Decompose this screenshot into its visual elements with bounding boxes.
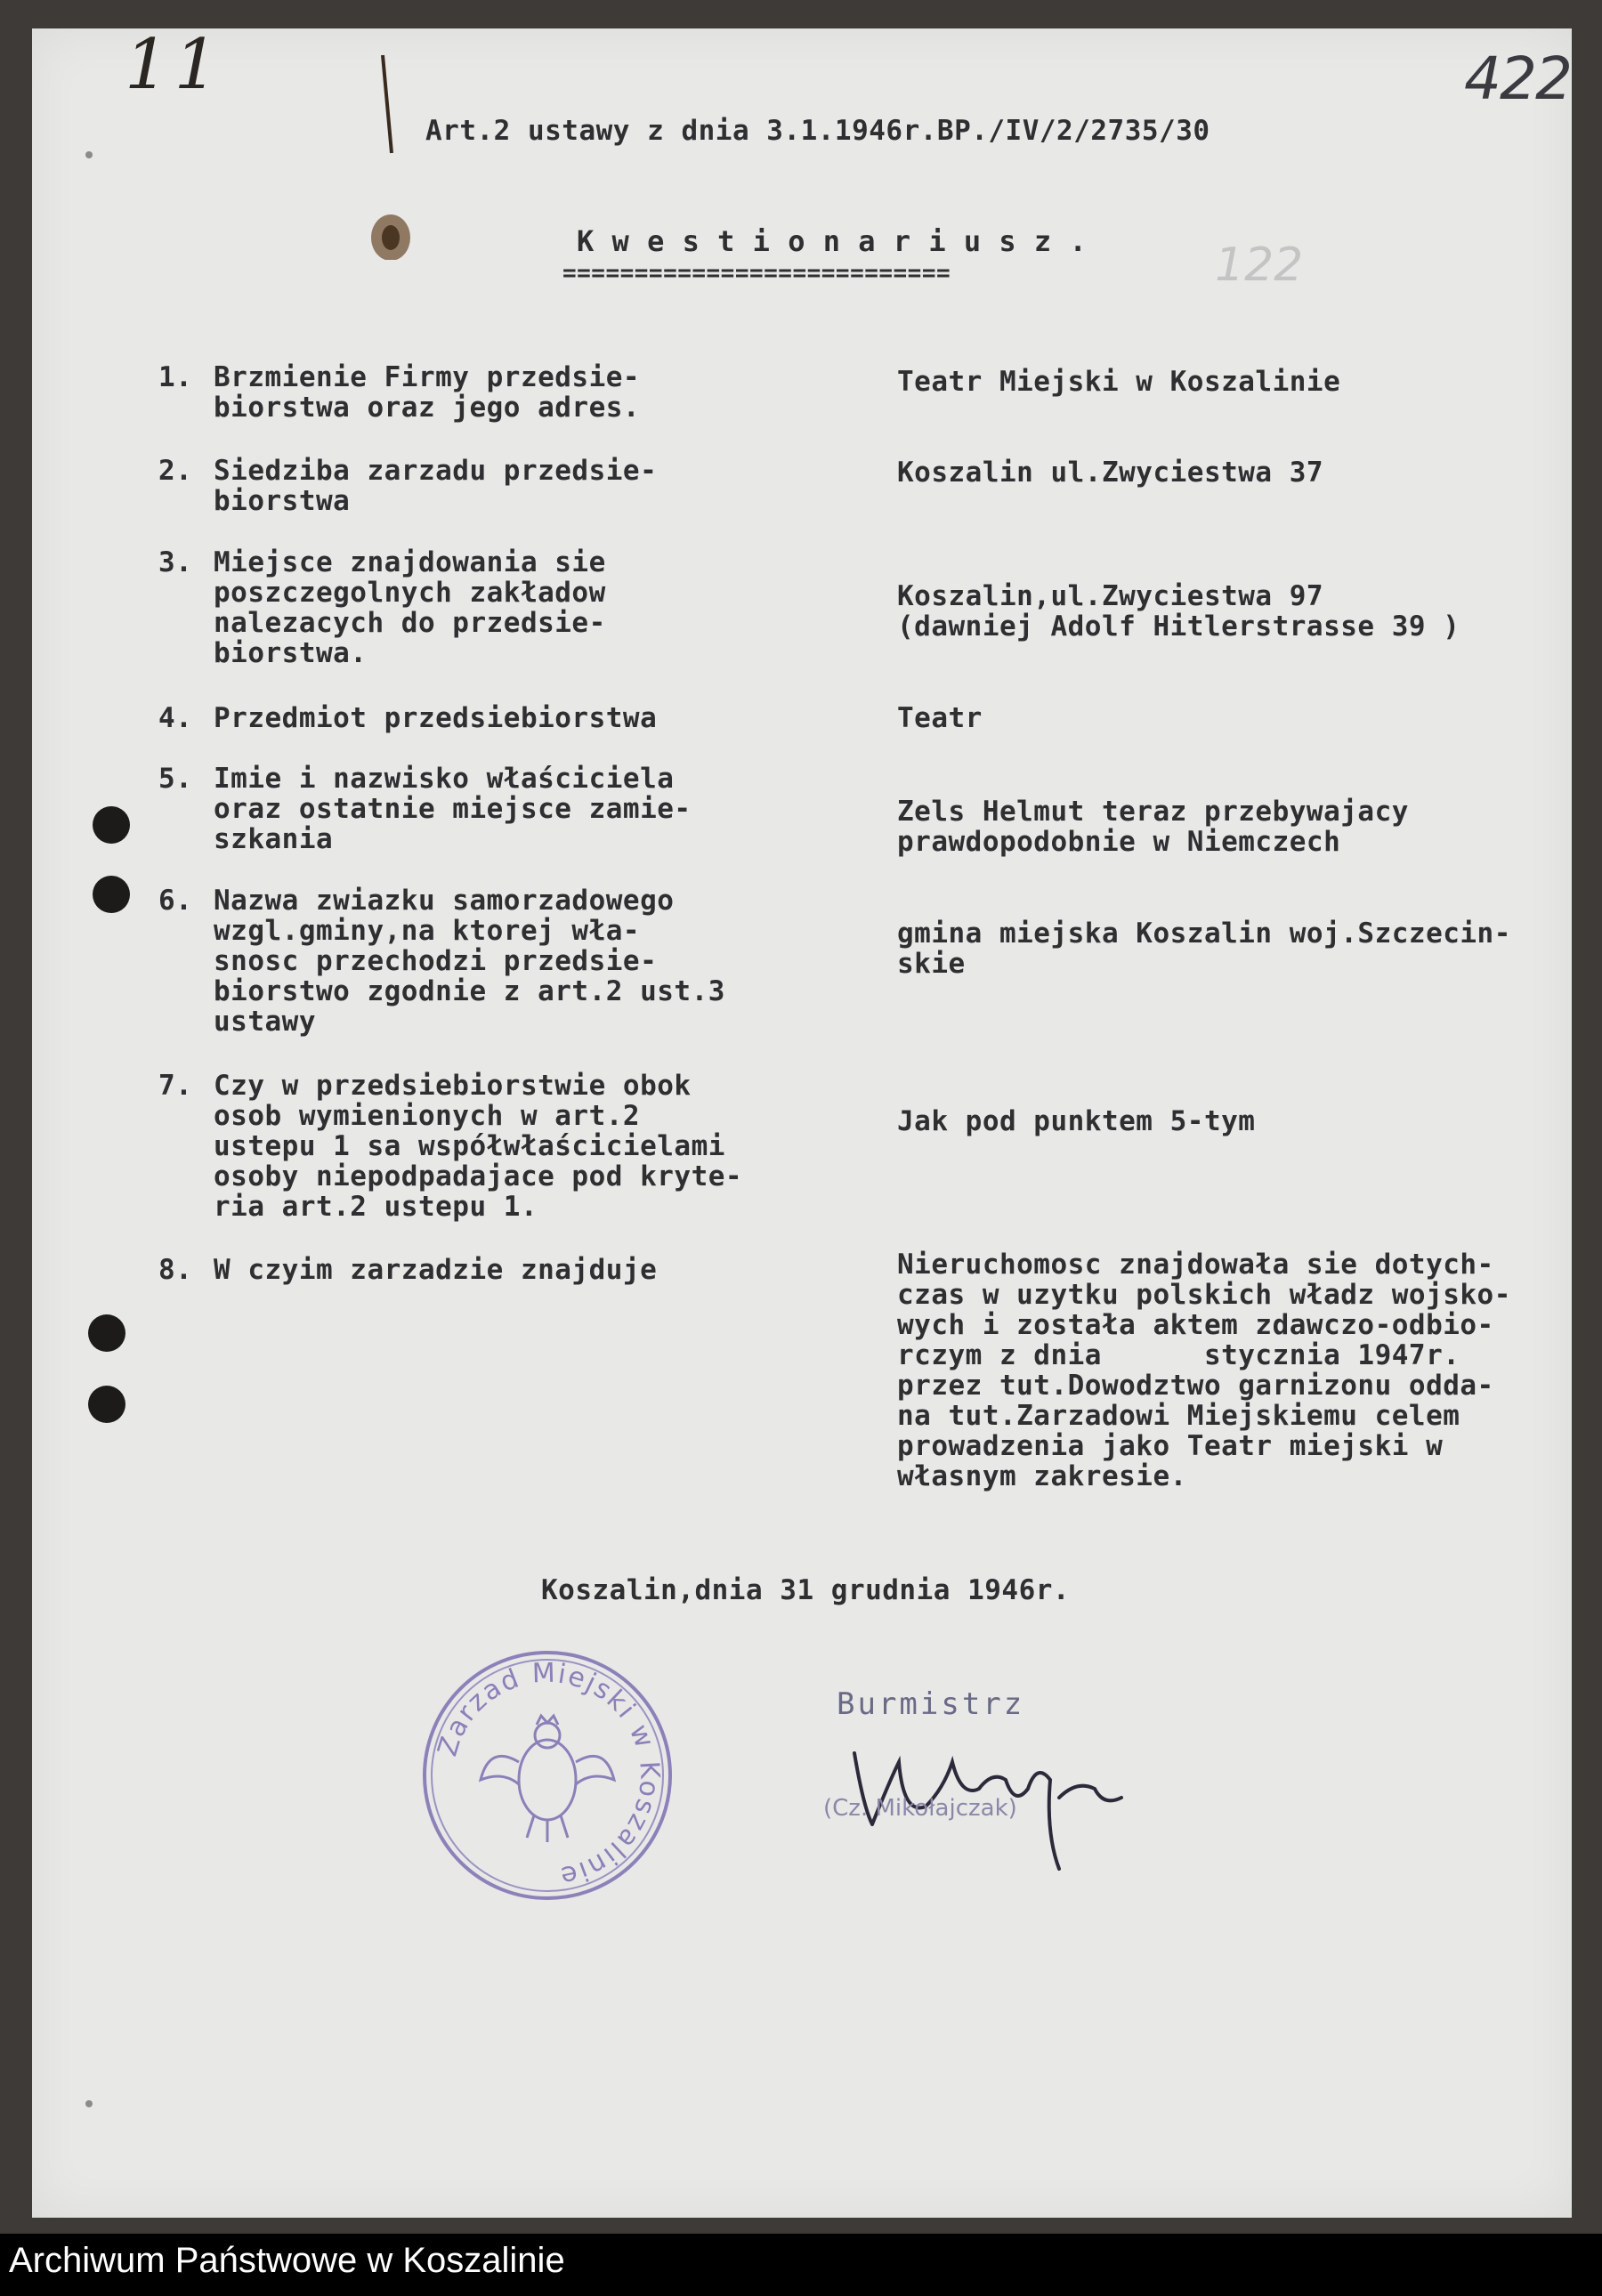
edge-mark bbox=[85, 2100, 93, 2107]
archive-footer-bar bbox=[0, 2234, 1602, 2296]
item-answer: Teatr bbox=[897, 702, 983, 734]
item-question: Nazwa zwiazku samorzadowego wzgl.gminy,na ktorej wła- snosc przechodzi przedsie- biorstwo zgodnie z art.2 ust.3 ustawy bbox=[214, 885, 725, 1038]
item-question: Miejsce znajdowania sie poszczegolnych zakładow nalezacych do przedsie- biorstwa. bbox=[214, 546, 606, 669]
item-question: Imie i nazwisko właściciela oraz ostatnie miejsce zamie- szkania bbox=[214, 763, 692, 855]
signatory-title: Burmistrz bbox=[837, 1686, 1025, 1722]
punch-hole bbox=[93, 806, 130, 844]
item-question: Brzmienie Firmy przedsie- biorstwa oraz jego adres. bbox=[214, 361, 641, 424]
item-question: Siedziba zarzadu przedsie- biorstwa bbox=[214, 455, 658, 517]
item-answer: Teatr Miejski w Koszalinie bbox=[897, 366, 1341, 398]
item-question: Przedmiot przedsiebiorstwa bbox=[214, 702, 658, 734]
item-number: 1. bbox=[158, 361, 193, 393]
item-number: 2. bbox=[158, 455, 193, 487]
item-question: Czy w przedsiebiorstwie obok osob wymienionych w art.2 ustepu 1 sa współwłaścicielami osoby niepodpadajace pod kryte- ria art.2 ustepu 1. bbox=[214, 1070, 743, 1223]
document-title: K w e s t i o n a r i u s z . bbox=[577, 224, 1088, 258]
item-number: 3. bbox=[158, 546, 193, 578]
edge-mark bbox=[85, 151, 93, 158]
item-number: 8. bbox=[158, 1254, 193, 1286]
rust-stain bbox=[352, 46, 414, 260]
item-answer: gmina miejska Koszalin woj.Szczecin- skie bbox=[897, 918, 1511, 980]
item-number: 6. bbox=[158, 885, 193, 917]
stamp-text: Zarzad Miejski w Koszalinie bbox=[432, 1657, 666, 1893]
title-underline: =========================== bbox=[562, 260, 951, 287]
reference-line: Art.2 ustawy z dnia 3.1.1946r.BP./IV/2/2735/30 bbox=[425, 115, 1210, 147]
item-question: W czyim zarzadzie znajduje bbox=[214, 1254, 658, 1286]
item-number: 5. bbox=[158, 763, 193, 795]
place-and-date: Koszalin,dnia 31 grudnia 1946r. bbox=[541, 1574, 1071, 1606]
eagle-emblem-icon bbox=[481, 1716, 614, 1842]
signatory-name: (Cz. Mikołajczak) bbox=[823, 1795, 1017, 1822]
item-answer: Zels Helmut teraz przebywajacy prawdopodobnie w Niemczech bbox=[897, 796, 1409, 858]
handwritten-mark: 11 bbox=[125, 25, 224, 105]
punch-hole bbox=[88, 1314, 125, 1352]
item-answer: Jak pod punktem 5-tym bbox=[897, 1105, 1256, 1137]
item-number: 4. bbox=[158, 702, 193, 734]
punch-hole bbox=[93, 876, 130, 913]
archive-name: Archiwum Państwowe w Koszalinie bbox=[9, 2241, 565, 2280]
official-stamp bbox=[418, 1646, 676, 1904]
item-answer: Koszalin,ul.Zwyciestwa 97 (dawniej Adolf Hitlerstrasse 39 ) bbox=[897, 580, 1460, 643]
item-answer: Koszalin ul.Zwyciestwa 37 bbox=[897, 457, 1324, 489]
page-number: 422 bbox=[1464, 44, 1571, 113]
punch-hole bbox=[88, 1386, 125, 1423]
faint-page-number: 122 bbox=[1215, 238, 1304, 292]
item-answer: Nieruchomosc znajdowała sie dotych- czas w uzytku polskich władz wojsko- wych i została aktem zdawczo-odbio- rczym z dnia stycznia 1947r. przez tut.Dowodztwo garnizonu odda- na tut.Zarzadowi Miejskiemu celem prowadzenia jako Teatr miejski w własnym zakresie. bbox=[897, 1249, 1511, 1492]
item-number: 7. bbox=[158, 1070, 193, 1102]
